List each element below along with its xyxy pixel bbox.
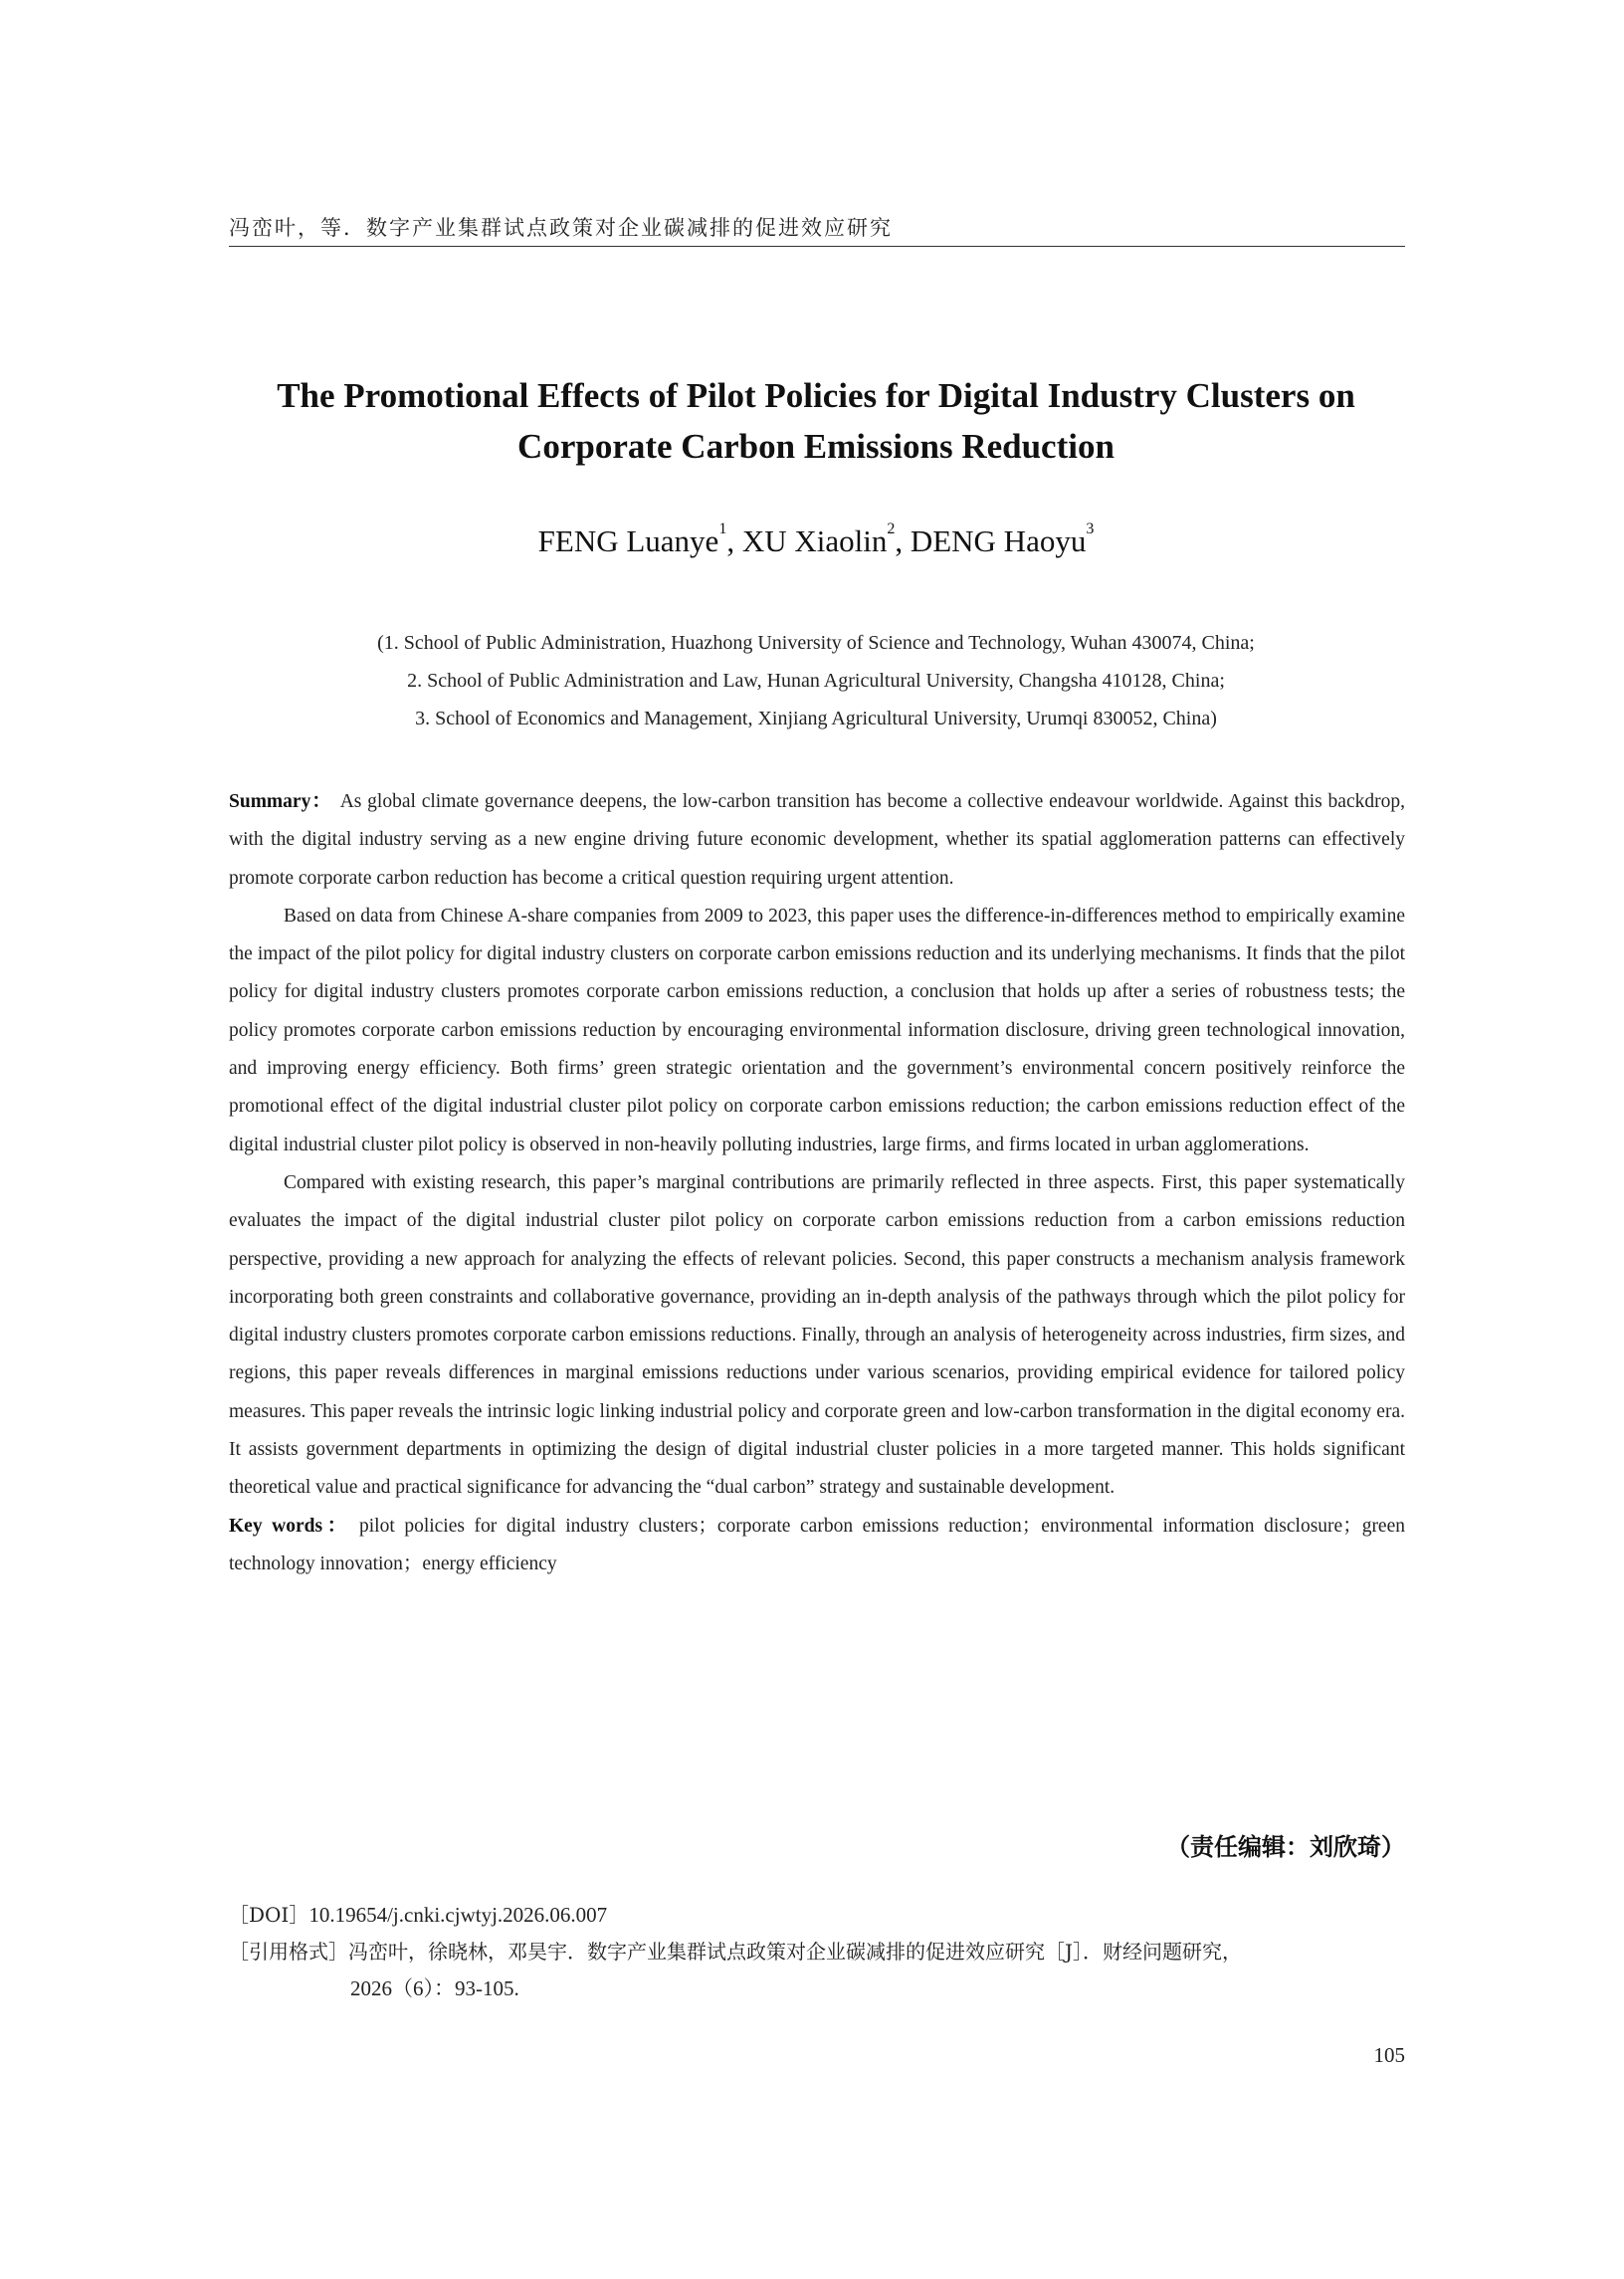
citation-line [229,1934,1405,1970]
summary-label: Summary： [229,791,332,812]
responsible-editor: （责任编辑：刘欣琦） [1166,1833,1405,1861]
header-rule [229,246,1405,247]
citation-continuation: 2026（6）：93-105. [350,1976,519,2000]
author-name: DENG Haoyu [910,523,1087,558]
doi-line [229,1897,1405,1934]
title-line-2: Corporate Carbon Emissions Reduction [517,427,1115,466]
affiliation-mark: 3 [1086,520,1095,537]
summary-paragraph [229,783,1405,898]
affiliation-line: 2. School of Public Administration and Law, Hunan Agricultural University, Changsha 410128, China; [407,670,1225,692]
article-references [229,1897,1405,2007]
author-separator: , [895,523,911,558]
author-name: FENG Luanye [537,523,719,558]
keywords-paragraph [229,1508,1405,1584]
doi-value: 10.19654/j.cnki.cjwtyj.2026.06.007 [308,1903,608,1927]
keywords-text: pilot policies for digital industry clusters；corporate carbon emissions reduction；environmental information disclosure；green technology innovation；energy efficiency [229,1515,1405,1574]
author-list [199,520,1433,559]
article-title [199,370,1433,472]
abstract [229,783,1405,1583]
doi-label: ［DOI］ [229,1903,309,1927]
citation-label: ［引用格式］ [229,1940,348,1964]
author-name: XU Xiaolin [741,523,888,558]
keywords-label: Key words： [229,1515,351,1537]
summary-paragraph: Based on data from Chinese A-share companies from 2009 to 2023, this paper uses the difference-in-differences method to empirically examine the impact of the pilot policy for digital industry clusters on corporate carbon emissions reduction and its underlying mechanisms. It finds that the pilot policy for digital industry clusters promotes corporate carbon emissions reduction, a conclusion that holds up after a series of robustness tests; the policy promotes corporate carbon emissions reduction by encouraging environmental information disclosure, driving green technological innovation, and improving energy efficiency. Both firms’ green strategic orientation and the government’s environmental concern positively reinforce the promotional effect of the digital industrial cluster pilot policy on corporate carbon emissions reduction; the carbon emissions reduction effect of the digital industrial cluster pilot policy is observed in non-heavily polluting industries, large firms, and firms located in urban agglomerations. [229,905,1405,1155]
affiliation-line: 3. School of Economics and Management, Xinjiang Agricultural University, Urumqi 830052, China) [415,708,1217,729]
summary-paragraph: Compared with existing research, this paper’s marginal contributions are primarily reflected in three aspects. First, this paper systematically evaluates the impact of the digital industrial cluster pilot policy on corporate carbon emissions reduction from a carbon emissions reduction perspective, providing a new approach for analyzing the effects of relevant policies. Second, this paper constructs a mechanism analysis framework incorporating both green constraints and collaborative governance, providing an in-depth analysis of the pathways through which the pilot policy for digital industry clusters promotes corporate carbon emissions reductions. Finally, through an analysis of heterogeneity across industries, firm sizes, and regions, this paper reveals differences in marginal emissions reductions under various scenarios, providing empirical evidence for tailored policy measures. This paper reveals the intrinsic logic linking industrial policy and corporate green and low-carbon transformation in the digital economy era. It assists government departments in optimizing the design of digital industrial cluster policies in a more targeted manner. This holds significant theoretical value and practical significance for advancing the “dual carbon” strategy and sustainable development. [229,1171,1405,1499]
page-number: 105 [1373,2043,1405,2067]
affiliation-mark: 2 [887,520,896,537]
affiliations [199,624,1433,737]
citation-text: 冯峦叶，徐晓林，邓昊宇．数字产业集群试点政策对企业碳减排的促进效应研究［J］．财经问题研究， [348,1940,1243,1964]
author-separator: , [726,523,742,558]
running-header: 冯峦叶，等．数字产业集群试点政策对企业碳减排的促进效应研究 [229,216,893,240]
title-line-1: The Promotional Effects of Pilot Policies for Digital Industry Clusters on [277,376,1355,415]
summary-text: As global climate governance deepens, the low-carbon transition has become a collective endeavour worldwide. Against this backdrop, with the digital industry serving as a new engine driving future economic development, whether its spatial agglomeration patterns can effectively promote corporate carbon reduction has become a critical question requiring urgent attention. [229,791,1405,889]
affiliation-mark: 1 [718,520,727,537]
affiliation-line: (1. School of Public Administration, Huazhong University of Science and Technology, Wuhan 430074, China; [377,632,1255,654]
